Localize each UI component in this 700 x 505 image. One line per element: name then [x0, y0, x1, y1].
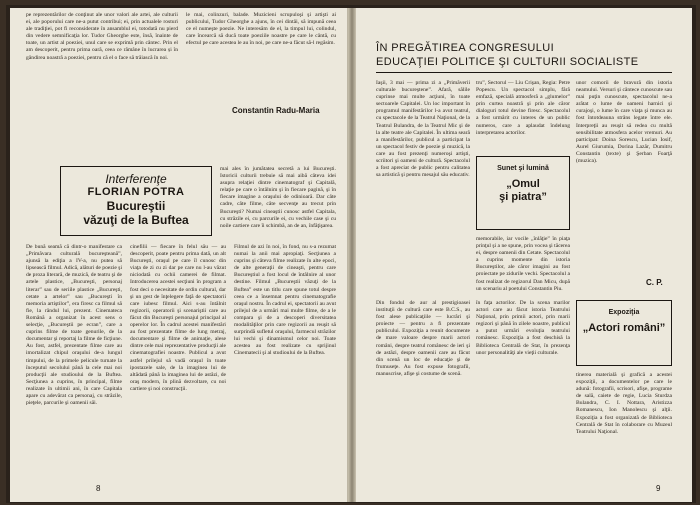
right-column-6: tinerea materială şi grafică a acestei expoziţii, a documentelor pe care le adună: fotografii, scrisori, afişe, programe de sală, caiete de regie, Lucia Sturdza Bulandra, C. I. Nottara, Aristizza Romanescu, Ion Manolescu şi alţii. Expoziţia a fost organizată de Biblioteca Centrală de Stat în colaborare cu Muzeul Teatrului Naţional. — [576, 372, 672, 435]
left-top-column-1: pe reprezentărilor de conţinut ale unor valori ale artei, ale culturii ei, ale poporului care ne-a putut contribui; ei, prin actualele rosturi ale tradiţiei, pot fi reconsiderate în ansamblul ei, totodată nu pierd din vedere semnificaţia lor. Tudor Gheorghe este, însă, înainte de toate, un artist al poeziei, unul care se exprimă prin cântec. Prin el am descoperit, pentru prima oară, ceea ce rămâne în lucrarea și în gândirea noastră a poeziei, pentru că el o face să trăiască în noi. — [26, 12, 178, 61]
box1-title-line-1: „Omul — [506, 178, 540, 190]
beside-box-column: mai ales în jumătatea secretă a lui București. Istoricii culturii trebuie să mai aibă câteva idei asupra relaţiei dintre cinematograf şi Capitală, relaţie pe care o întâlnim şi în fiecare pagină, şi în fiecare imagine a oraşului de odinioară. Dar câte cadre, câte filme, câte secvenţe au trecut prin Bucureşti? Numai cineaştii cunosc astfel Capitala, cu străzile ei, cu parcurile ei, cu vechile case şi cu noile cartiere care îi schimbă, an de an, înfăţişarea. — [220, 166, 336, 229]
left-top-column-2: le mai, colinzuri, balade. Muzicieni scrupuloşi şi artişti ai publicului, Tudor Gheorghe a ajuns, în cei dintâi, să impună ceea ce el numeşte poezie. Ne interesăm de el, la timpul lui, colindul, care încearcă să ducă toate poeziile noastre pe care le cântă, cu efectul pe care acestea le au în noi, pe care ne-a făcut să-l regăsim. — [186, 12, 336, 47]
box-title-line-1: Bucureştii — [106, 199, 166, 213]
left-column-c: Filmul de azi în noi, în fond, nu s-a rezumat numai la anii mai apropiaţi. Secţiunea a cuprins şi câteva filme realizate în alte epoci, de alte generaţii de cineaşti, pentru care Bucureştiul a fost locul de întâlnire al unor destine. Filmul „Bucureştii văzuţi de la Buftea” este un titlu care spune totul despre ceea ce a însemnat pentru cinematografie oraşul nostru. În cadrul ei, spectatorii au avut prilejul de a urmări mai multe filme, de a le compara şi de a descoperi diversitatea modalităţilor prin care regizorii au reuşit să surprindă sufletul oraşului, farmecul străzilor lui vechi şi dinamismul celor noi. Toate acestea au fost realizate cu sprijinul Cinematecii şi al studioului de la Buftea. — [234, 244, 336, 357]
left-page-number: 8 — [96, 484, 101, 493]
right-column-5: în faţa actorilor. De la scena marilor actori care au făcut istoria Teatrului Naţional, prin primii actori, prin marii regizori şi până în zilele noastre, publicul a putut urmări evoluţia teatrului românesc. Expoziţia a fost deschisă la Biblioteca Centrală de Stat, în prezenţa unor personalităţi ale vieţii culturale. — [476, 300, 570, 356]
right-column-2: tru”, Sectorul — Liu Crişan, Regia: Petre Popescu. Un spectacol simplu, fără emfază, specială atmosferă a „glumelor” prin curtea noastră şi prin ale căror dialoguri totul devine firesc. Spectacolul a fost urmărit cu interes de un public numeros, care a aplaudat îndelung interpretarea actorilor. — [476, 80, 570, 136]
right-column-4: Din fondul de aur al prestigioasei instituţii de cultură care este B.C.S., au fost alese publicaţiile — lucrări şi proiecte — pentru a fi prezentate publicului. Expoziţia a reunit documente de mare valoare despre marii actori români, despre teatrul românesc de ieri şi de astăzi, despre oamenii care au făcut din scenă un loc de educaţie şi de frumuseţe. Au fost expuse fotografii, manuscrise, afişe şi costume de scenă. — [376, 300, 470, 377]
headline-line-2: EDUCAŢIEI POLITICE ŞI CULTURII SOCIALISTE — [376, 56, 639, 68]
left-column-b: cinefilii — fiecare în felul său — au descoperit, poate pentru prima dată, un alt Bucureşti, oraşul pe care îl cunosc din viaţa de zi cu zi dar pe care nu l-au văzut niciodată cu ochii camerei de filmat. Introducerea acestei secţiuni în program a fost deci o necesitate de ordin cultural, dar şi un gest de înţelegere faţă de spectatorii care iubesc filmul. Aici s-au întâlnit regizorii, operatorii şi scenariştii care au făcut din Bucureşti personajul principal al operelor lor. În cadrul acestei manifestări au fost prezentate filme de lung metraj, documentare şi filme de animaţie, alese dintre cele mai reprezentative producţii ale cinematografiei noastre. Publicul a avut astfel prilejul să vadă oraşul în toate ipostazele sale, de la imaginea lui de altădată până la imaginea lui de astăzi, de oraş modern, în plină dezvoltare, cu noi cartiere şi noi construcţii. — [130, 244, 226, 392]
box2-label: Expoziţia — [608, 309, 640, 316]
headline-rule — [376, 72, 672, 73]
sunet-si-lumina-box — [476, 156, 570, 230]
right-page — [356, 8, 692, 502]
left-column-a: De bună seamă că dintr-o manifestare ca „Primăvara culturală bucureşteană”, ajunsă la ediţia a IV-a, nu putea să lipsească filmul. Adică, alături de poezie şi de proza literară, de muzică, de teatru şi de artele plastice, „Bucureşti, personaj literar” sau de seriile plastice „Bucureşti, cetate a artelor” sau „Bucureşti în memoria artiştilor”, era firesc ca filmul să fie, la rândul lui, prezent. Cinemateca Română a organizat în acest sens o selecţie, „Bucureştii pe ecran”, care a cuprins filme de toate genurile, de la documentar şi reportaj la filme de ficţiune. Au fost, astfel, prezentate filme care au imortalizat chipul oraşului de-a lungul timpului, de la primele pelicule turnate la începutul secolului până la cele mai noi producţii ale studioului de la Buftea. Secţiunea a cuprins, în principal, filme realizate în ultimii ani, în care Capitala apare cu adevărat ca personaj, cu străzile, pieţele, parcurile şi oamenii săi. — [26, 244, 122, 407]
section-headline — [376, 41, 676, 69]
actori-romani-box — [576, 300, 672, 366]
box1-label: Sunet şi lumină — [497, 165, 549, 172]
box2-title: „Actori români” — [582, 322, 666, 334]
right-column-1: Iaşii, 3 mai — prima zi a „Primăverii culturale bucureştene”. Afară, sălile cuprinse mai multe acţiuni, în toate sectoarele Capitalei. Un loc important în programul manifestărilor l-a avut teatrul, cu spectacole de la Teatrul Naţional, de la Teatrul Bulandra, de la Teatrul Mic şi de la alte teatre ale Capitalei. În ultima seară a manifestărilor, publicul a participat la un spectacol festiv de poezie şi muzică, la care au fost prezenţi numeroşi artişti, scriitori şi oameni de cultură. Spectacolul a fost apreciat de public pentru calitatea sa artistică şi pentru mesajul său educativ. — [376, 80, 470, 179]
box-title-line-2: văzuţi de la Buftea — [83, 213, 189, 227]
initials-signature: C. P. — [646, 278, 663, 287]
spine-gutter — [348, 8, 356, 502]
author-signature: Constantin Radu-Maria — [232, 106, 320, 115]
right-column-3: unor comorii de bravură din istoria neamului. Versuri şi cântece cunoscute sau mai puţin cunoscute, spectacolul ne-a arătat o lume de oameni harnici şi curajoşi, o lume în care viaţa şi munca au fost întotdeauna strâns legate între ele. Interpreţii au reuşit să redea cu multă sensibilitate atmosfera acelor vremuri. Au participat: Doina Sorescu, Lucian Iosif, Aurel Giurumia, Dorina Lazăr, Dumitru Constantin (texte) şi Şerban Foarţă (muzica). — [576, 80, 672, 165]
magazine-spread — [6, 5, 696, 503]
right-page-number: 9 — [656, 484, 661, 493]
box-label: Interferenţe — [105, 172, 167, 186]
interferente-title-box — [60, 166, 212, 236]
headline-line-1: ÎN PREGĂTIREA CONGRESULUI — [376, 42, 555, 54]
box-author: FLORIAN POTRA — [87, 186, 185, 198]
right-middle-column: memorabile, iar vocile „înlăţie” în piaţa prinţul şi a ne spune, prin vocea şi tăcerea ei, despre oamenii din Cetate. Spectacolul a cuprins momente din istoria Bucureştilor, ale căror imagini au fost proiectate pe zidurile vechi. Spectacolul a fost realizat de regizorul Dan Micu, după un scenariu al poetului Constantin Piu. — [476, 236, 570, 292]
left-page — [10, 8, 348, 502]
box1-title-line-2: şi piatra” — [499, 191, 547, 203]
